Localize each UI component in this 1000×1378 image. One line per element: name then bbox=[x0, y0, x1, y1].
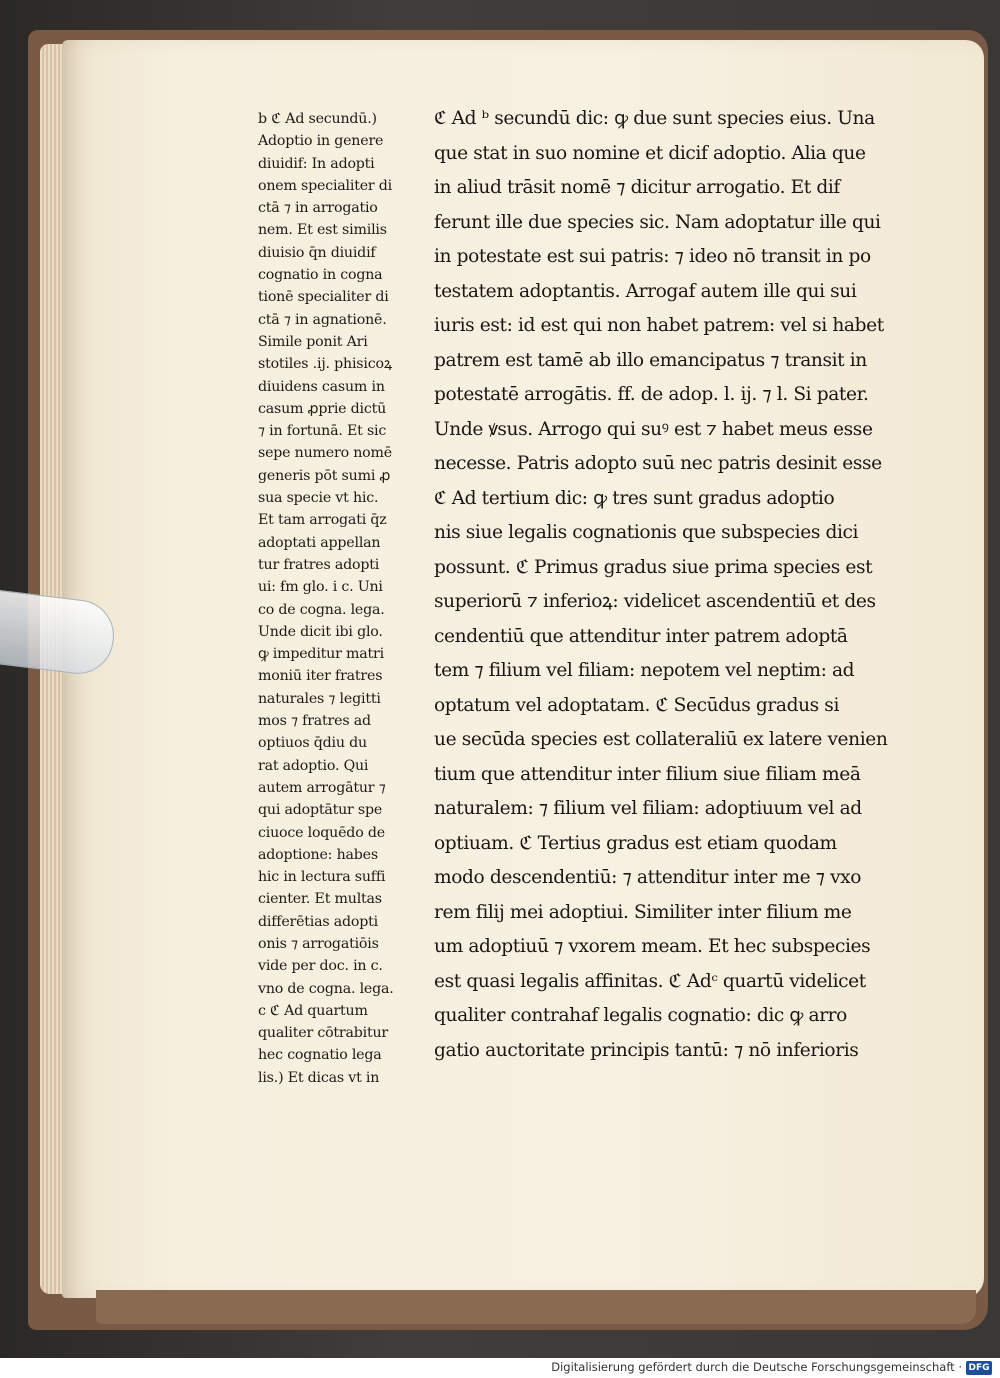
gloss-line: onem specialiter di bbox=[258, 177, 393, 194]
main-text-line: in aliud trāsit nomē ⁊ dicitur arrogatio. Et dif bbox=[434, 177, 840, 198]
gloss-line: ctā ⁊ in arrogatio bbox=[258, 200, 378, 217]
gloss-line: moniū iter fratres bbox=[258, 668, 383, 685]
main-text-column bbox=[434, 102, 914, 1068]
gloss-line: ui: ẜm glo. i c. Uni bbox=[258, 579, 383, 596]
gloss-line: Et tam arrogati q̄z bbox=[258, 512, 387, 529]
gloss-line: naturales ⁊ legitti bbox=[258, 690, 381, 707]
gloss-line: ⁊ in fortunā. Et sic bbox=[258, 423, 387, 440]
gloss-line: rat adoptio. Qui bbox=[258, 757, 369, 774]
gloss-line: mos ⁊ fratres ad bbox=[258, 713, 371, 730]
main-text-line: cendentiū que attenditur inter patrem adoptā bbox=[434, 625, 848, 647]
main-text-line: modo descendentiū: ⁊ attenditur inter me ⁊ vxo bbox=[434, 867, 862, 888]
gloss-line: cienter. Et multas bbox=[258, 891, 382, 908]
gloss-line: adoptati appellan bbox=[258, 534, 381, 551]
main-text-line: necesse. Patris adopto suū nec patris desinit esse bbox=[434, 453, 882, 474]
main-text-line: tem ⁊ filium vel filiam: nepotem vel neptim: ad bbox=[434, 660, 855, 681]
main-text-line: ue secūda species est collateraliū ex latere venien bbox=[434, 729, 888, 750]
main-text-line: testatem adoptantis. Arrogaf autem ille qui sui bbox=[434, 280, 857, 302]
gloss-line: b ℭ Ad secundū.) bbox=[258, 111, 377, 127]
gloss-line: nem. Et est similis bbox=[258, 222, 387, 239]
main-text-line: Unde ꝟsus. Arrogo qui suꝰ est ⁊ habet meus esse bbox=[434, 418, 873, 440]
book-bottom-board bbox=[96, 1290, 976, 1324]
main-text-line: ferunt ille due species sic. Nam adoptatur ille qui bbox=[434, 211, 881, 233]
main-text-line: optiuam. ℭ Tertius gradus est etiam quodam bbox=[434, 832, 837, 854]
gloss-line: differētias adopti bbox=[258, 913, 378, 930]
gloss-line: tionē specialiter di bbox=[258, 289, 389, 306]
main-text-line: gatio auctoritate principis tantū: ⁊ nō inferioris bbox=[434, 1039, 859, 1061]
gloss-line: Simile ponit Ari bbox=[258, 333, 368, 350]
main-text-line: patrem est tamē ab illo emancipatus ⁊ transit in bbox=[434, 349, 867, 371]
gloss-line: sua specie vt hic. bbox=[258, 490, 379, 507]
gloss-line: ctā ⁊ in agnationē. bbox=[258, 311, 387, 328]
gloss-line: tur fratres adopti bbox=[258, 556, 380, 573]
gloss-line: diuidens casum in bbox=[258, 378, 385, 395]
gloss-line: casum ꝓprie dictū bbox=[258, 400, 387, 417]
main-text-line: superiorū ⁊ inferioꝝ: videlicet ascendentiū et des bbox=[434, 591, 876, 612]
gloss-line: diuisio q̄n diuidif bbox=[258, 244, 376, 261]
main-text-line: potestatē arrogātis. ff. de adop. l. ij. ⁊ l. Si pater. bbox=[434, 384, 869, 405]
gloss-line: diuidif: In adopti bbox=[258, 155, 375, 172]
gloss-line: stotiles .ij. phisicoꝝ bbox=[258, 356, 392, 373]
gloss-line: cognatio in cogna bbox=[258, 267, 383, 284]
gloss-line: ꝙ impeditur matri bbox=[258, 646, 384, 663]
gloss-line: onis ⁊ arrogatiōis bbox=[258, 935, 379, 952]
main-text-line: um adoptiuū ⁊ vxorem meam. Et hec subspecies bbox=[434, 936, 871, 957]
gloss-line: Unde dicit ibi glo. bbox=[258, 623, 383, 640]
gloss-line: hec cognatio lega bbox=[258, 1047, 382, 1064]
gloss-line: ciuoce loquēdo de bbox=[258, 824, 385, 841]
gloss-line: Adoptio in genere bbox=[258, 133, 384, 150]
dfg-logo: DFG bbox=[966, 1361, 992, 1375]
main-text-line: est quasi legalis affinitas. ℭ Adᶜ quartū videlicet bbox=[434, 970, 866, 992]
gloss-line: autem arrogātur ⁊ bbox=[258, 779, 386, 796]
main-text-line: in potestate est sui patris: ⁊ ideo nō transit in po bbox=[434, 246, 871, 267]
main-text-line: possunt. ℭ Primus gradus siue prima species est bbox=[434, 556, 873, 578]
gloss-line: qui adoptātur spe bbox=[258, 802, 383, 819]
gloss-line: lis.) Et dicas vt in bbox=[258, 1069, 380, 1086]
gloss-line: vide per doc. in c. bbox=[258, 958, 383, 975]
gloss-line: co de cogna. lega. bbox=[258, 601, 385, 618]
main-text-line: rem filij mei adoptiui. Similiter inter filium me bbox=[434, 901, 852, 923]
main-text-line: ℭ Ad ᵇ secundū dic: ꝙ due sunt species eius. Una bbox=[434, 108, 875, 129]
main-text-line: qualiter contrahaf legalis cognatio: dic ꝙ arro bbox=[434, 1005, 847, 1026]
main-text-line: naturalem: ⁊ filium vel filiam: adoptiuum vel ad bbox=[434, 798, 862, 819]
gloss-column bbox=[258, 108, 433, 1089]
gloss-line: hic in lectura suffi bbox=[258, 869, 386, 886]
gloss-line: c ℭ Ad quartum bbox=[258, 1002, 368, 1019]
gloss-line: adoptione: habes bbox=[258, 846, 378, 863]
gloss-line: optiuos q̄diu du bbox=[258, 735, 367, 752]
gloss-line: vno de cogna. lega. bbox=[258, 980, 394, 997]
footer-credit-text: Digitalisierung gefördert durch die Deutsche Forschungsgemeinschaft · bbox=[551, 1360, 962, 1374]
main-text-line: optatum vel adoptatam. ℭ Secūdus gradus si bbox=[434, 694, 840, 716]
main-text-line: iuris est: id est qui non habet patrem: vel si habet bbox=[434, 315, 884, 336]
gloss-line: generis pōt sumi ꝓ bbox=[258, 467, 391, 484]
main-text-line: ℭ Ad tertium dic: ꝙ tres sunt gradus adoptio bbox=[434, 487, 835, 509]
main-text-line: tium que attenditur inter filium siue filiam meā bbox=[434, 763, 861, 785]
main-text-line: que stat in suo nomine et dicif adoptio. Alia que bbox=[434, 142, 866, 164]
main-text-line: nis siue legalis cognationis que subspecies dici bbox=[434, 522, 859, 543]
gloss-line: sepe numero nomē bbox=[258, 445, 392, 462]
gloss-line: qualiter cōtrabitur bbox=[258, 1025, 389, 1042]
footer-bar bbox=[0, 1358, 1000, 1378]
